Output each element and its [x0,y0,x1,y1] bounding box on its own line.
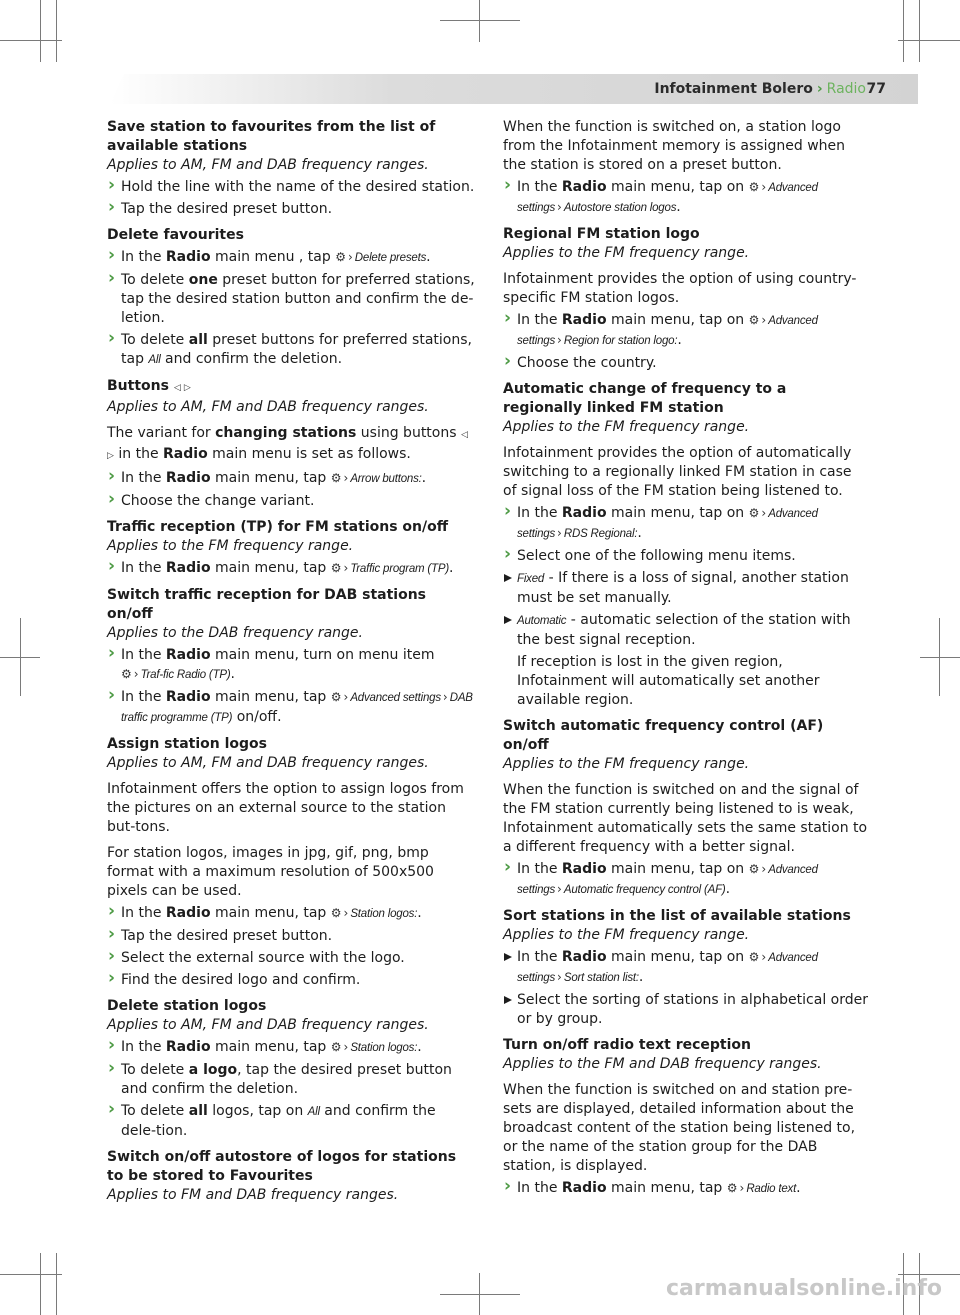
step-text: In the [121,470,166,486]
applies-to: Applies to AM, FM and DAB frequency ranges. [107,755,429,771]
chevron-right-icon: › [761,313,767,327]
step-text: To delete [121,332,189,348]
radio-label: Radio [561,505,607,521]
step-text: main menu, tap [210,470,331,486]
list-item [503,569,869,608]
instruction-step: › In the Radio main menu, tap on ⚙ › Advanced settings › Autostore station logos. [503,178,869,218]
step-text: In the [517,861,562,877]
instruction-step [107,1102,475,1141]
step-text: main menu, tap on [606,179,749,195]
section-title: Regional FM station logo [503,226,700,242]
instruction-step: › In the Radio main menu, tap ⚙ › Station logos:. [107,1038,475,1058]
instruction-step: › In the Radio main menu, tap ⚙ › Arrow buttons:. [107,469,475,489]
step-text: In the [517,1180,562,1196]
menu-item: Advanced settings [517,952,818,984]
step-text: and confirm the deletion. [160,351,343,367]
gear-icon: ⚙ [748,313,760,327]
list-item [503,611,869,650]
radio-label: Radio [561,179,607,195]
chevron-right-icon: › [343,561,349,575]
menu-item: Delete presets [354,252,427,264]
step-text: main menu, tap on [606,312,749,328]
radio-label: Radio [163,446,208,462]
section-title: Delete favourites [107,227,244,243]
crop-mark [0,657,40,658]
gear-icon: ⚙ [748,950,760,964]
radio-label: Radio [561,1180,607,1196]
step-text: In the [121,647,166,663]
menu-item: Autostore station logos [563,202,677,214]
instruction-step: › In the Radio main menu, tap ⚙ › Radio text. [503,1179,869,1199]
instruction-step [107,1061,475,1099]
gear-icon: ⚙ [748,180,760,194]
list-item-text: In the [517,949,562,965]
chevron-right-icon: › [761,506,767,520]
step-text: To delete [121,1062,189,1078]
gear-icon: ⚙ [330,471,342,485]
instruction-step: › In the Radio main menu, tap on ⚙ › Advanced settings › RDS Regional:. [503,504,869,544]
step-text: main menu, tap [210,905,331,921]
section-title-text: Buttons [107,378,169,394]
step-text: main menu, turn on menu item [210,647,435,663]
step-text: In the [121,689,166,705]
applies-to: Applies to the FM frequency range. [503,245,750,261]
menu-item: Advanced settings [517,508,818,540]
step-text: In the [517,312,562,328]
gear-icon: ⚙ [330,906,342,920]
menu-item: Station logos: [350,908,418,920]
step-text: logos, tap on [207,1103,308,1119]
step-text: main menu, tap on [606,505,749,521]
instruction-step: › Choose the country. [503,354,869,373]
radio-label: Radio [165,905,211,921]
chevron-right-icon: › [557,970,562,984]
emphasis: all [188,332,208,348]
gear-icon: ⚙ [748,862,760,876]
applies-to: Applies to AM, FM and DAB frequency ranges. [107,1017,429,1033]
chevron-right-icon: › [761,180,767,194]
menu-item: Arrow buttons: [350,473,422,485]
paragraph-text: The variant for [107,425,216,441]
radio-label: Radio [561,861,607,877]
applies-to: Applies to AM, FM and DAB frequency ranges. [107,157,429,173]
step-text: preset button for preferred stations, tap the desired station button and confirm the de-letion. [121,272,475,326]
step-text: main menu, tap [606,1180,727,1196]
section-title: Sort stations in the list of available stations [503,908,851,924]
crop-mark [479,0,480,42]
menu-item: Automatic frequency control (AF) [563,884,726,896]
crop-mark [0,1274,62,1275]
section-title: Delete station logos [107,998,267,1014]
paragraph-text: in the [113,446,164,462]
instruction-step [107,688,475,728]
menu-item: Advanced settings [517,315,818,347]
instruction-step [107,331,475,370]
crop-mark [0,40,62,41]
instruction-step: › Hold the line with the name of the desired station. [107,178,475,197]
section-title: Automatic change of frequency to a regionally linked FM station [503,381,787,416]
list-item-text: - If there is a loss of signal, another station must be set manually. [517,570,849,606]
emphasis: one [188,272,218,288]
gear-icon: ⚙ [748,506,760,520]
menu-item: Traffic program (TP) [350,563,449,575]
page-number: 77 [866,81,886,97]
radio-label: Radio [561,312,607,328]
instruction-step: › In the Radio main menu, tap ⚙ › Traffic program (TP). [107,559,475,579]
menu-item: Traf-fic Radio (TP) [140,669,231,681]
chevron-right-icon: › [739,1181,745,1195]
list-item-text: main menu, tap on [606,949,749,965]
menu-item: Advanced settings [517,864,818,896]
applies-to: Applies to the FM frequency range. [107,538,354,554]
step-text: main menu, tap [210,560,331,576]
paragraph-text: using buttons [356,425,461,441]
radio-label: Radio [165,689,211,705]
left-column [107,118,475,1205]
step-text: on/off. [232,709,282,725]
chevron-right-icon: › [442,690,448,704]
paragraph-text: main menu is set as follows. [207,446,411,462]
step-text: , tap the desired preset button and confirm the deletion. [121,1062,452,1097]
paragraph [107,424,475,466]
watermark: carmanualsonline.info [666,1276,942,1301]
step-text: main menu, tap on [606,861,749,877]
crop-mark [919,0,920,62]
gear-icon: ⚙ [330,1040,342,1054]
paragraph: Infotainment offers the option to assign logos from the pictures on an external source to the station but-tons. [107,781,464,835]
section-title: Turn on/off radio text reception [503,1037,751,1053]
paragraph: For station logos, images in jpg, gif, png, bmp format with a maximum resolution of 500x500 pixels can be used. [107,845,434,899]
chevron-right-icon: › [343,690,349,704]
step-text: In the [121,905,166,921]
chevron-right-icon: › [343,1040,349,1054]
prev-next-buttons-icon: ◁ ▷ [173,383,191,393]
paragraph: When the function is switched on and the signal of the FM station currently being listened to is weak, Infotainment automatically sets the same station to a different frequency with a better signal. [503,782,868,855]
section-title [107,377,475,398]
list-item: Select the sorting of stations in alphabetical order or by group. [503,991,869,1029]
applies-to: Applies to AM, FM and DAB frequency ranges. [107,399,429,415]
chevron-right-icon: › [557,333,562,347]
paragraph: Infotainment provides the option of automatically switching to a regionally linked FM station in case of signal loss of the FM station being listened to. [503,445,852,499]
step-text: In the [121,560,166,576]
menu-item: Region for station logo: [563,335,678,347]
step-text: In the [517,179,562,195]
crop-mark [56,0,57,62]
crop-mark [40,0,41,62]
step-text: In the [517,505,562,521]
instruction-step: › Select one of the following menu items. [503,547,869,566]
section-title: Assign station logos [107,736,267,752]
chevron-right-icon: › [557,526,562,540]
instruction-step: › In the Radio main menu , tap ⚙ › Delete presets. [107,248,475,268]
header-section: Radio [826,81,866,97]
chevron-right-icon: › [347,250,353,264]
section-title: Traffic reception (TP) for FM stations on/off [107,519,449,535]
radio-label: Radio [165,470,211,486]
instruction-step: › Tap the desired preset button. [107,927,475,946]
applies-to: Applies to the FM and DAB frequency ranges. [503,1056,822,1072]
step-text: main menu , tap [210,249,336,265]
instruction-step: › Find the desired logo and confirm. [107,971,475,990]
step-text: preset buttons for preferred stations, tap [121,332,472,367]
radio-label: Radio [561,949,607,965]
list-item: In the Radio main menu, tap on ⚙ › Advanced settings › Sort station list:. [503,948,869,988]
chevron-right-icon: › [761,862,767,876]
crop-mark [903,0,904,62]
menu-item: Radio text [746,1183,797,1195]
applies-to: Applies to the FM frequency range. [503,756,750,772]
crop-mark [40,1253,41,1315]
menu-item: Sort station list: [563,972,639,984]
menu-item: Fixed [517,573,545,585]
radio-label: Radio [165,1039,211,1055]
chevron-right-icon: › [133,667,139,681]
gear-icon: ⚙ [335,250,346,264]
crop-mark [898,1274,960,1275]
gear-icon: ⚙ [726,1181,738,1195]
crop-mark [898,40,960,41]
chevron-right-icon: › [343,471,349,485]
step-text: main menu, tap [210,1039,331,1055]
crop-mark [920,657,960,658]
paragraph: When the function is switched on and station pre-sets are displayed, detailed information about the broadcast content of the station being listened to, or the name of the station group for the DAB station, is displayed. [503,1082,856,1174]
step-text: and confirm the dele-tion. [121,1103,436,1139]
breadcrumb-separator: › [816,81,823,97]
menu-item: DAB traffic programme (TP) [121,692,473,724]
menu-item: Advanced settings [350,692,441,704]
emphasis: changing stations [215,425,357,441]
menu-item: All [307,1106,320,1118]
instruction-step: › In the Radio main menu, tap on ⚙ › Advanced settings › Automatic frequency control (AF). [503,860,869,900]
header-title: Infotainment Bolero [654,81,813,97]
radio-label: Radio [165,560,211,576]
step-text: In the [121,249,166,265]
gear-icon: ⚙ [330,561,342,575]
step-text: To delete [121,272,189,288]
applies-to: Applies to FM and DAB frequency ranges. [107,1187,399,1203]
applies-to: Applies to the DAB frequency range. [107,625,363,641]
radio-label: Radio [165,647,211,663]
applies-to: Applies to the FM frequency range. [503,419,750,435]
step-text: In the [121,1039,166,1055]
breadcrumb [654,81,866,97]
menu-item: RDS Regional: [563,528,638,540]
section-title: Save station to favourites from the list of available stations [107,119,436,154]
menu-item: Station logos: [350,1042,418,1054]
crop-mark [56,1253,57,1315]
emphasis: a logo [188,1062,238,1078]
page-header [110,74,918,104]
instruction-step [107,271,475,328]
radio-label: Radio [165,249,211,265]
list-item-text: - automatic selection of the station with the best signal reception. [517,612,851,648]
section-title: Switch traffic reception for DAB stations on/off [107,587,427,622]
emphasis: all [188,1103,208,1119]
crop-mark [440,20,520,21]
applies-to: Applies to the FM frequency range. [503,927,750,943]
instruction-step: › In the Radio main menu, tap on ⚙ › Advanced settings › Region for station logo:. [503,311,869,351]
crop-mark [440,1294,520,1295]
prev-next-buttons-icon: ◁ ▷ [107,430,468,461]
step-text: To delete [121,1103,189,1119]
menu-item: Advanced settings [517,182,818,214]
section-title: Switch automatic frequency control (AF) on/off [503,718,824,753]
chevron-right-icon: › [343,906,349,920]
menu-item: All [148,354,161,366]
paragraph: Infotainment provides the option of using country-specific FM station logos. [503,271,857,306]
menu-item: Automatic [517,615,567,627]
step-text: main menu, tap [210,689,331,705]
gear-icon: ⚙ [330,690,342,704]
instruction-step: › In the Radio main menu, tap ⚙ › Station logos:. [107,904,475,924]
right-column [503,118,869,1199]
instruction-step: › Choose the change variant. [107,492,475,511]
list-item-continuation: If reception is lost in the given region, Infotainment will automatically set another available region. [517,654,820,708]
instruction-step: › In the Radio main menu, turn on menu item ⚙ › Traf-fic Radio (TP). [107,646,475,685]
chevron-right-icon: › [557,882,562,896]
instruction-step: › Tap the desired preset button. [107,200,475,219]
paragraph: When the function is switched on, a station logo from the Infotainment memory is assigned when the station is stored on a preset button. [503,119,846,173]
section-title: Switch on/off autostore of logos for stations to be stored to Favourites [107,1149,457,1184]
chevron-right-icon: › [557,200,562,214]
instruction-step: › Select the external source with the logo. [107,949,475,968]
gear-icon: ⚙ [121,667,132,681]
chevron-right-icon: › [761,950,767,964]
